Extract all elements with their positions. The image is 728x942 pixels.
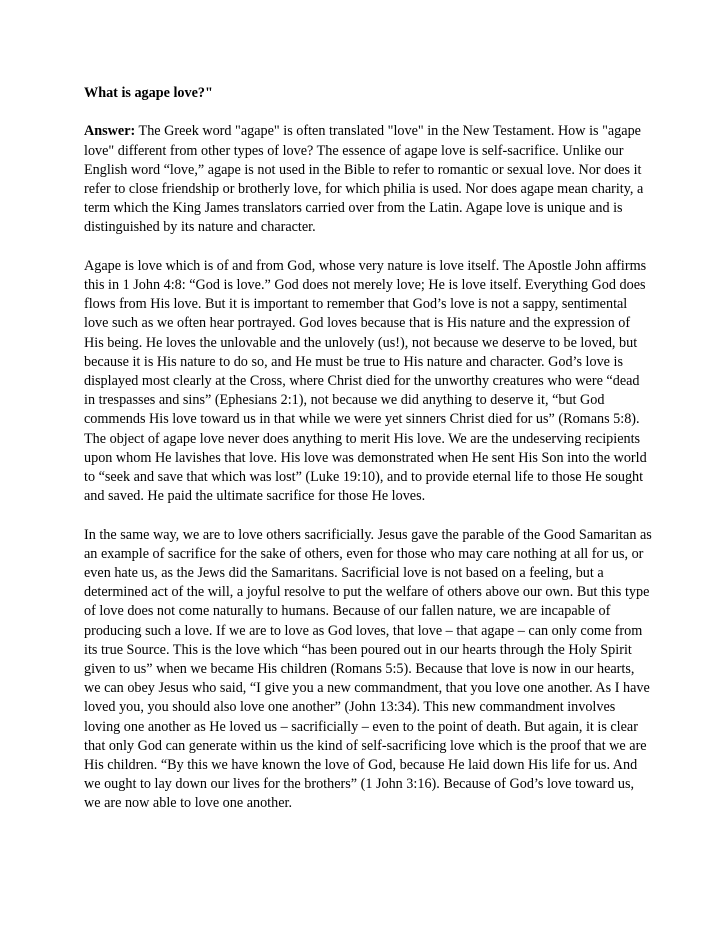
- answer-label: Answer:: [84, 123, 136, 140]
- paragraph-love-others: In the same way, we are to love others sacrificially. Jesus gave the parable of the Good Samaritan as an example of sacrifice for the sake of others, even for those who may care nothing at all for us, or even hate us, as the Jews did the Samaritans. Sacrificial love is not based on a feeling, but a determined act of the will, a joyful resolve to put the welfare of others above our own. But this type of love does not come naturally to humans. Because of our fallen nature, we are incapable of producing such a love. If we are to love as God loves, that love – that agape – can only come from its true Source. This is the love which “has been poured out in our hearts through the Holy Spirit given to us” when we became His children (Romans 5:5). Because that love is now in our hearts, we can obey Jesus who said, “I give you a new commandment, that you love one another. As I have loved you, you should also love one another” (John 13:34). This new commandment involves loving one another as He loved us – sacrificially – even to the point of death. But again, it is clear that only God can generate within us the kind of self-sacrificing love which is the proof that we are His children. “By this we have known the love of God, because He laid down His life for us. And we ought to lay down our lives for the brothers” (1 John 3:16). Because of God’s love toward us, we are now able to love one another.: [84, 526, 652, 812]
- answer-text: The Greek word "agape" is often translated "love" in the New Testament. How is "agape love" different from other types of love? The essence of agape love is self-sacrifice. Unlike our English word “love,” agape is not used in the Bible to refer to romantic or sexual love. Nor does it refer to close friendship or brotherly love, for which philia is used. Nor does agape mean charity, a term which the King James translators carried over from the Latin. Agape love is unique and is distinguished by its nature and character.: [84, 123, 644, 236]
- document-title: What is agape love?": [84, 85, 213, 101]
- answer-paragraph: [84, 122, 652, 237]
- document-page: [84, 84, 652, 814]
- paragraph-agape-from-god: Agape is love which is of and from God, whose very nature is love itself. The Apostle John affirms this in 1 John 4:8: “God is love.” God does not merely love; He is love itself. Everything God does flows from His love. But it is important to remember that God’s love is not a sappy, sentimental love such as we often hear portrayed. God loves because that is His nature and the expression of His being. He loves the unlovable and the unlovely (us!), not because we deserve to be loved, but because it is His nature to do so, and He must be true to His nature and character. God’s love is displayed most clearly at the Cross, where Christ died for the unworthy creatures who were “dead in trespasses and sins” (Ephesians 2:1), not because we did anything to deserve it, “but God commends His love toward us in that while we were yet sinners Christ died for us” (Romans 5:8). The object of agape love never does anything to merit His love. We are the undeserving recipients upon whom He lavishes that love. His love was demonstrated when He sent His Son into the world to “seek and save that which was lost” (Luke 19:10), and to provide eternal life to those He sought and saved. He paid the ultimate sacrifice for those He loves.: [84, 257, 647, 505]
